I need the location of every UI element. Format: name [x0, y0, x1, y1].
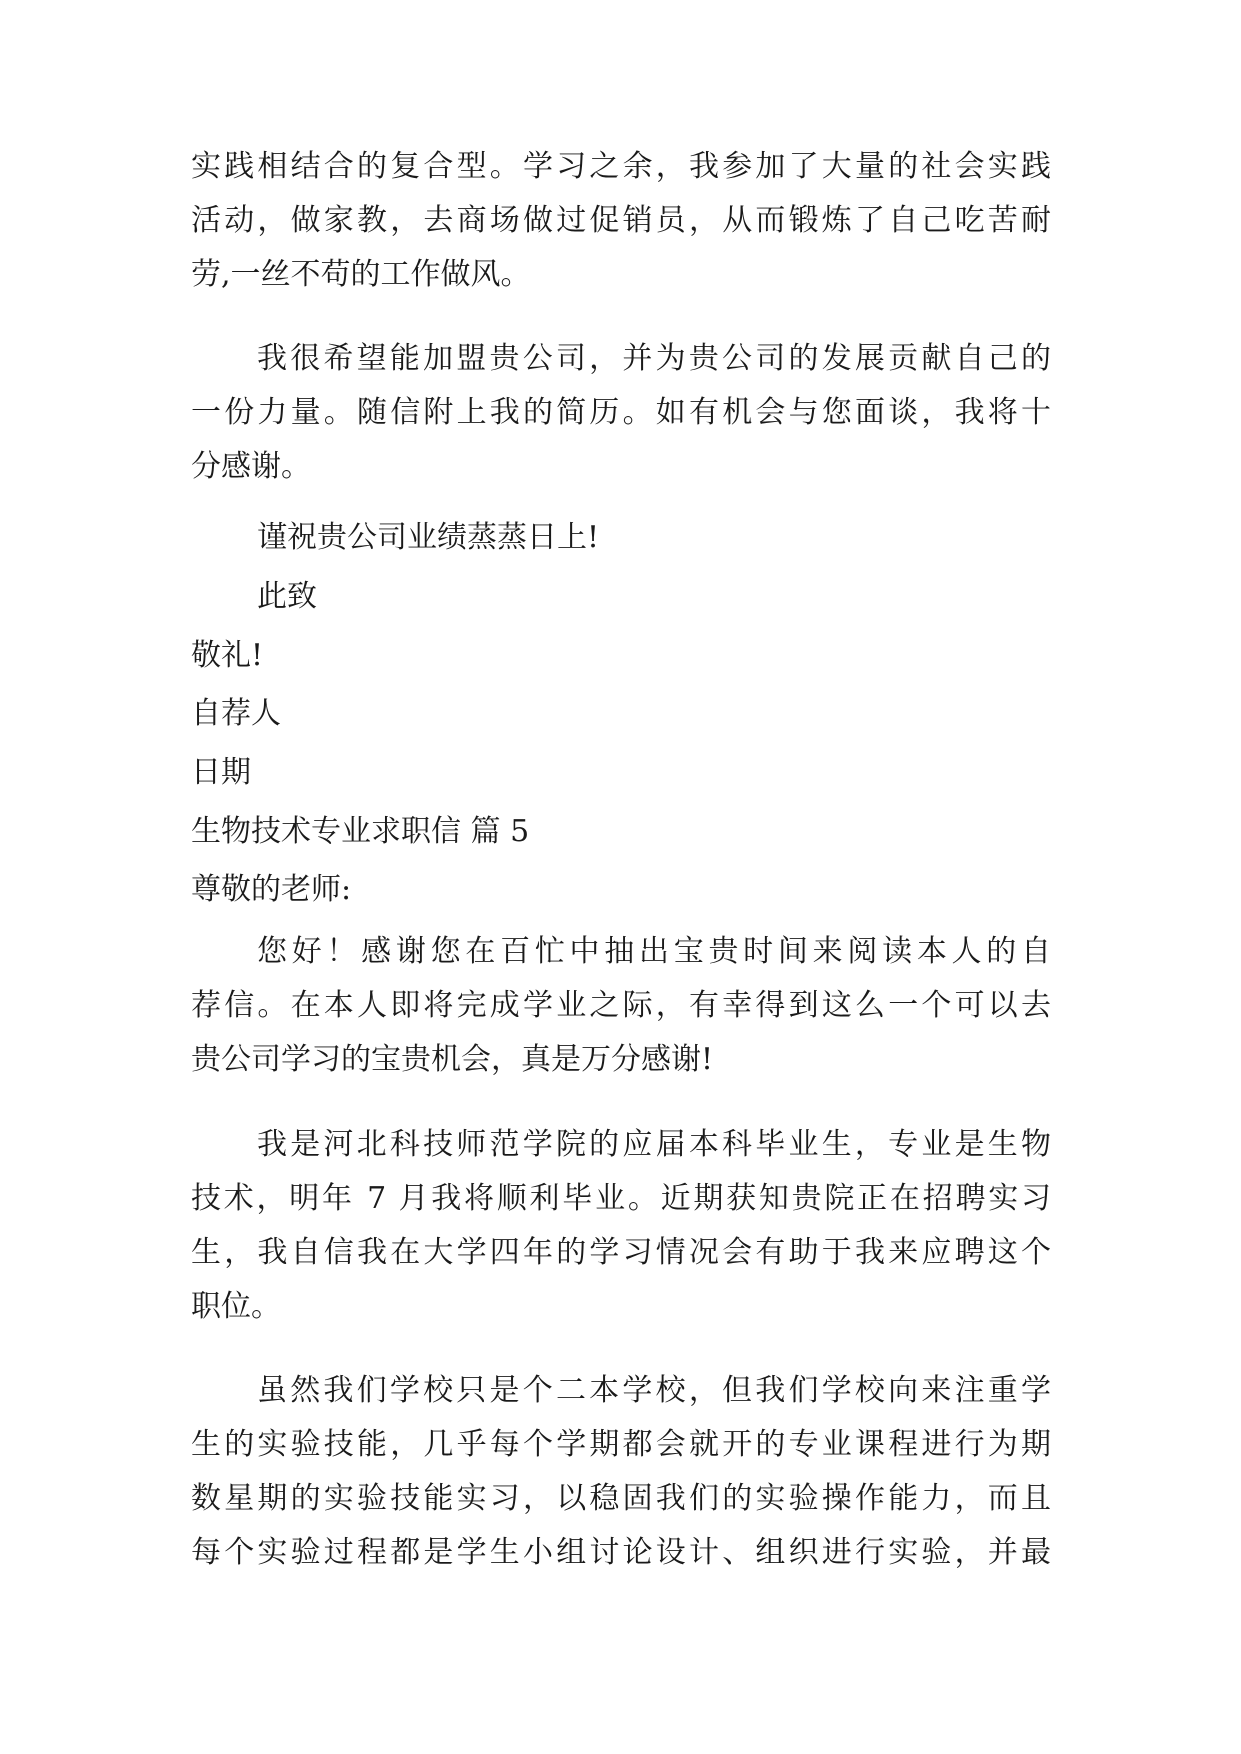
text-line: 生，我自信我在大学四年的学习情况会有助于我来应聘这个: [191, 1235, 1051, 1270]
text-line: 技术，明年 7 月我将顺利毕业。近期获知贵院正在招聘实习: [191, 1181, 1051, 1216]
text-line: 此致: [257, 579, 317, 614]
salutation: 尊敬的老师:: [191, 872, 352, 907]
text-line: 敬礼!: [191, 638, 264, 673]
text-line: 您好！感谢您在百忙中抽出宝贵时间来阅读本人的自: [257, 934, 1051, 969]
text-line: 实践相结合的复合型。学习之余，我参加了大量的社会实践: [191, 149, 1051, 184]
text-line: 自荐人: [191, 696, 281, 731]
text-line: 一份力量。随信附上我的简历。如有机会与您面谈，我将十: [191, 395, 1051, 430]
text-line: 分感谢。: [191, 449, 311, 484]
text-line: 荐信。在本人即将完成学业之际，有幸得到这么一个可以去: [191, 988, 1051, 1023]
text-line: 活动，做家教，去商场做过促销员，从而锻炼了自己吃苦耐: [191, 203, 1051, 238]
text-line: 贵公司学习的宝贵机会，真是万分感谢!: [191, 1042, 714, 1077]
text-line: 生的实验技能，几乎每个学期都会就开的专业课程进行为期: [191, 1427, 1051, 1462]
text-line: 每个实验过程都是学生小组讨论设计、组织进行实验，并最: [191, 1535, 1051, 1570]
text-line: 日期: [191, 755, 251, 790]
text-line: 我是河北科技师范学院的应届本科毕业生，专业是生物: [257, 1127, 1051, 1162]
text-line: 谨祝贵公司业绩蒸蒸日上!: [257, 520, 600, 555]
text-line: 数星期的实验技能实习，以稳固我们的实验操作能力，而且: [191, 1481, 1051, 1516]
text-line: 我很希望能加盟贵公司，并为贵公司的发展贡献自己的: [257, 341, 1051, 376]
text-line: 虽然我们学校只是个二本学校，但我们学校向来注重学: [257, 1373, 1051, 1408]
section-heading: 生物技术专业求职信 篇 5: [191, 814, 530, 849]
text-line: 职位。: [191, 1289, 281, 1324]
text-line: 劳,一丝不苟的工作做风。: [191, 257, 531, 292]
